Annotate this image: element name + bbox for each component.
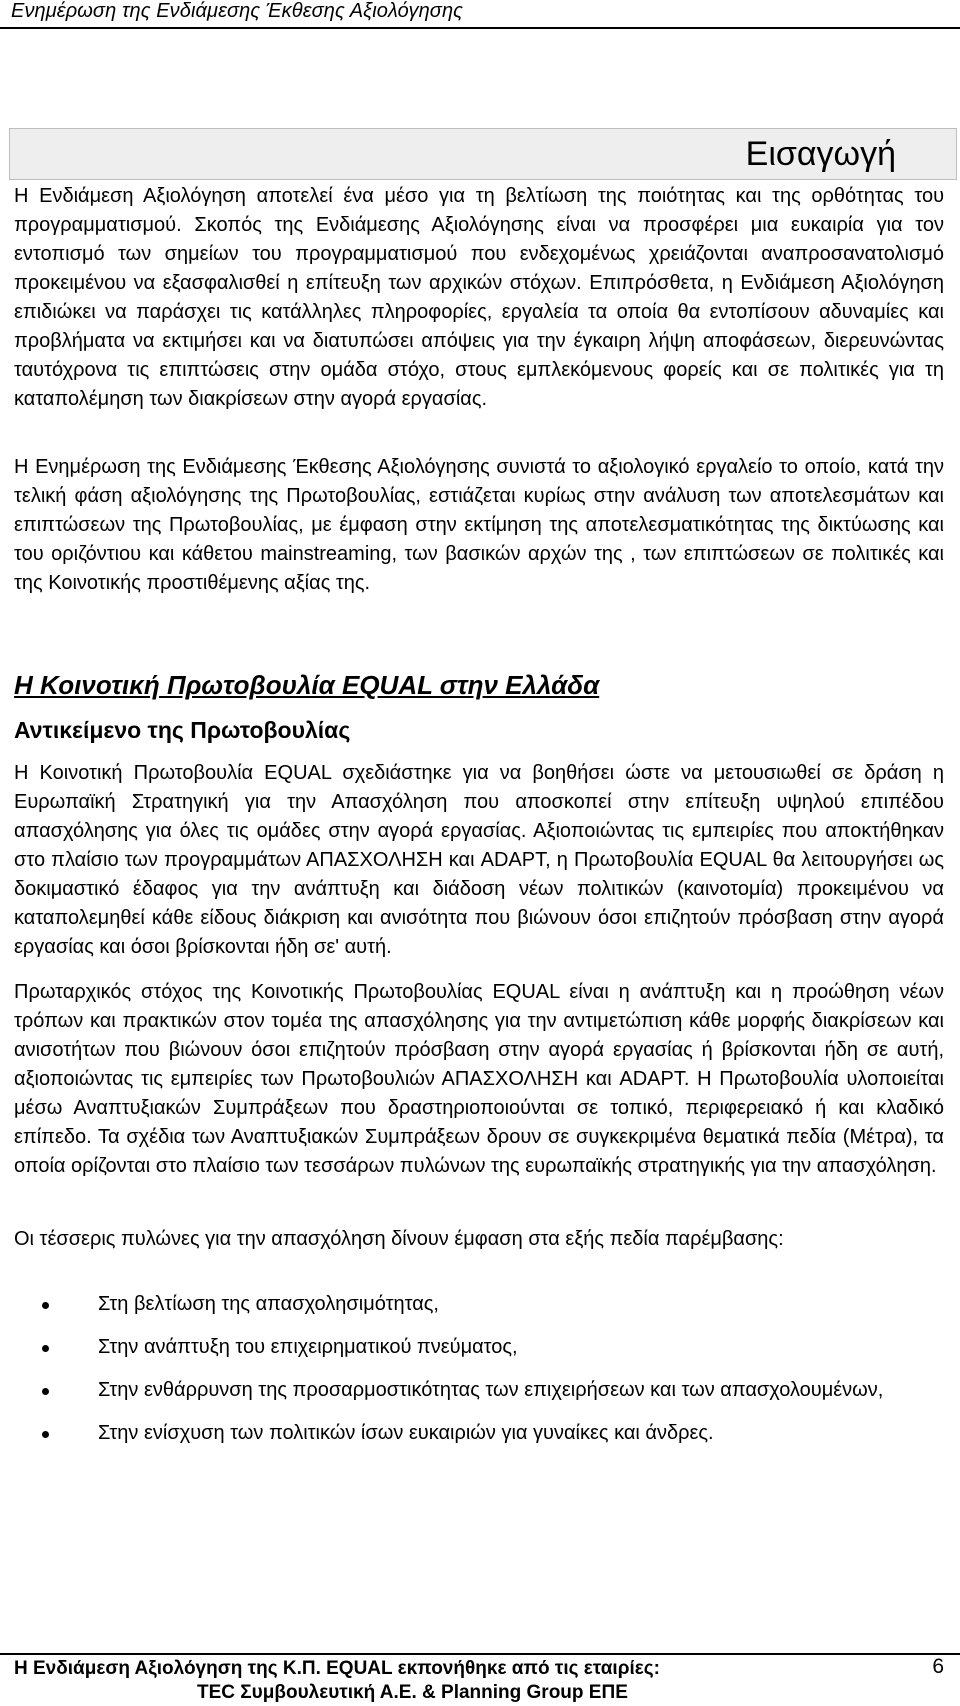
intro-paragraph-2: Η Ενημέρωση της Ενδιάμεσης Έκθεσης Αξιολόγησης συνιστά το αξιολογικό εργαλείο το οποίο, κατά την τελική φάση αξιολόγησης της Πρωτοβουλίας, εστιάζεται κυρίως στην ανάλυση των αποτελεσμάτων και επιπτώσεων της Πρωτοβουλίας, με έμφαση στην εκτίμηση της αποτελεσματικότητας της δικτύωσης και του οριζόντιου και κάθετου mainstreaming, των βασικών αρχών της , των επιπτώσεων σε πολιτικές και της Κοινοτικής προστιθέμενης αξίας της. (14, 456, 944, 594)
bullet-icon (42, 1431, 49, 1438)
list-item-text: Στην ενθάρρυνση της προσαρμοστικότητας των επιχειρήσεων και των απασχολουμένων, (98, 1379, 884, 1401)
footer-divider (0, 1653, 960, 1655)
section-title-equal: Η Κοινοτική Πρωτοβουλία EQUAL στην Ελλάδα (14, 670, 600, 700)
intro-paragraph-1: Η Ενδιάμεση Αξιολόγηση αποτελεί ένα μέσο για τη βελτίωση της ποιότητας και της ορθότητας του προγραμματισμού. Σκοπός της Ενδιάμεσης Αξιολόγησης είναι να προσφέρει μια ευκαιρία για τον εντοπισμό των σημείων του προγραμματισμού που ενδεχομένως χρειάζονται αναπροσανατολισμό προκειμένου να εξασφαλισθεί η επίτευξη των αρχικών στόχων. Επιπρόσθετα, η Ενδιάμεση Αξιολόγηση επιδιώκει να παράσχει τις κατάλληλες πληροφορίες, εργαλεία τα οποία θα εντοπίσουν αδυναμίες και προβλήματα να εκτιμήσει και να διατυπώσει απόψεις για την έγκαιρη λήψη αποφάσεων, διερευνώντας ταυτόχρονα τις επιπτώσεις στην ομάδα στόχο, στους εμπλεκόμενους φορείς και σε πολιτικές για τη καταπολέμηση των διακρίσεων στην αγορά εργασίας. (14, 185, 944, 410)
list-item (14, 1376, 944, 1405)
equal-paragraph-1: Η Κοινοτική Πρωτοβουλία EQUAL σχεδιάστηκε για να βοηθήσει ώστε να μετουσιωθεί σε δράση η Ευρωπαϊκή Στρατηγική για την Απασχόληση που αποσκοπεί στην επίτευξη υψηλού επιπέδου απασχόλησης για όλες τις ομάδες στην αγορά εργασίας. Αξιοποιώντας τις εμπειρίες που αποκτήθηκαν στο πλαίσιο των προγραμμάτων ΑΠΑΣΧΟΛΗΣΗ και ADAPT, η Πρωτοβουλία EQUAL θα λειτουργήσει ως δοκιμαστικό έδαφος για την ανάπτυξη και διάδοση νέων πολιτικών (καινοτομία) προκειμένου να καταπολεμηθεί κάθε είδους διάκριση και ανισότητα που βιώνουν όσοι επιζητούν πρόσβαση στην αγορά εργασίας και όσοι βρίσκονται ήδη σε' αυτή. (14, 762, 944, 958)
header-divider (0, 27, 960, 29)
bullet-icon (42, 1388, 49, 1395)
list-item-text: Στη βελτίωση της απασχολησιμότητας, (98, 1293, 439, 1315)
subsection-title-objective: Αντικείμενο της Πρωτοβουλίας (14, 717, 351, 743)
page-number: 6 (932, 1655, 944, 1678)
section-banner (9, 128, 957, 180)
footer-credits-line-2: TEC Συμβουλευτική Α.Ε. & Planning Group ΕΠΕ (197, 1682, 628, 1703)
list-item (14, 1290, 944, 1319)
running-header: Ενημέρωση της Ενδιάμεσης Έκθεσης Αξιολόγησης (11, 0, 463, 22)
list-item-text: Στην ανάπτυξη του επιχειρηματικού πνεύματος, (98, 1336, 518, 1358)
equal-paragraph-2: Πρωταρχικός στόχος της Κοινοτικής Πρωτοβουλίας EQUAL είναι η ανάπτυξη και η προώθηση νέων τρόπων και πρακτικών στον τομέα της απασχόλησης για την αντιμετώπιση κάθε μορφής διακρίσεων και ανισοτήτων που βιώνουν όσοι επιζητούν πρόσβαση στην αγορά εργασίας ή βρίσκονται ήδη σε αυτή, αξιοποιώντας τις εμπειρίες των Πρωτοβουλιών ΑΠΑΣΧΟΛΗΣΗ και ADAPT. Η Πρωτοβουλία υλοποιείται μέσω Αναπτυξιακών Συμπράξεων που δραστηριοποιούνται σε τοπικό, περιφερειακό ή και κλαδικό επίπεδο. Τα σχέδια των Αναπτυξιακών Συμπράξεων δρουν σε συγκεκριμένα θεματικά πεδία (Μέτρα), τα οποία ορίζονται στο πλαίσιο των τεσσάρων πυλώνων της ευρωπαϊκής στρατηγικής για την απασχόληση. (14, 981, 944, 1177)
list-item (14, 1419, 944, 1448)
intro-title: Εισαγωγή (745, 135, 896, 173)
list-item-text: Στην ενίσχυση των πολιτικών ίσων ευκαιριών για γυναίκες και άνδρες. (98, 1422, 714, 1444)
list-item (14, 1333, 944, 1362)
footer-credits-line-1: Η Ενδιάμεση Αξιολόγηση της Κ.Π. EQUAL εκπονήθηκε από τις εταιρίες: (14, 1658, 660, 1679)
equal-paragraph-3: Οι τέσσερις πυλώνες για την απασχόληση δίνουν έμφαση στα εξής πεδία παρέμβασης: (14, 1228, 784, 1250)
bullet-icon (42, 1345, 49, 1352)
pillars-list (14, 1290, 944, 1448)
bullet-icon (42, 1302, 49, 1309)
